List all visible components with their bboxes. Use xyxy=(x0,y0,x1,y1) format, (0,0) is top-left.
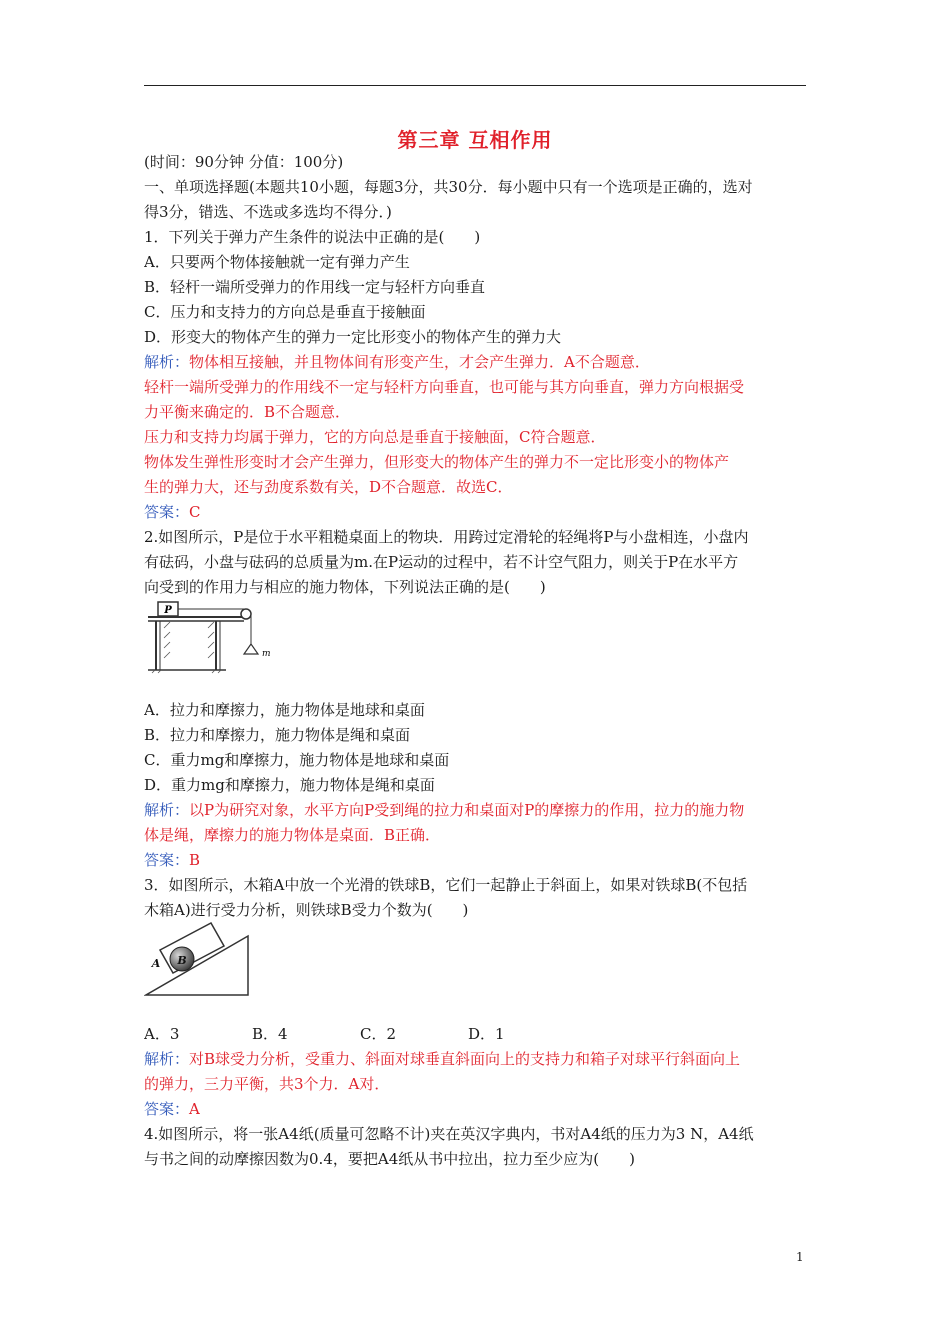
q3-stem-line-2: 木箱A)进行受力分析，则铁球B受力个数为( ) xyxy=(144,901,469,919)
q1-analysis-line-1: 解析：物体相互接触，并且物体间有形变产生，才会产生弹力．A不合题意． xyxy=(144,353,650,371)
block-p-label: P xyxy=(164,605,172,616)
q1-analysis-line-2: 轻杆一端所受弹力的作用线不一定与轻杆方向垂直，也可能与其方向垂直，弹力方向根据受 xyxy=(144,378,745,396)
q2-option-d: D．重力mg和摩擦力，施力物体是绳和桌面 xyxy=(144,776,435,794)
q2-option-c: C．重力mg和摩擦力，施力物体是地球和桌面 xyxy=(144,751,450,769)
q2-answer: 答案：B xyxy=(144,851,201,869)
q2-stem-line-3: 向受到的作用力与相应的施力物体，下列说法正确的是( ) xyxy=(144,578,546,596)
q2-analysis-line-1: 解析：以P为研究对象，水平方向P受到绳的拉力和桌面对P的摩擦力的作用，拉力的施力物 xyxy=(144,801,745,819)
q1-analysis-line-5: 物体发生弹性形变时才会产生弹力，但形变大的物体产生的弹力不一定比形变小的物体产 xyxy=(144,453,730,471)
header-rule xyxy=(144,85,806,86)
q3-analysis-line-2: 的弹力，三力平衡，共3个力．A对． xyxy=(144,1075,390,1093)
q1-option-d: D．形变大的物体产生的弹力一定比形变小的物体产生的弹力大 xyxy=(144,328,562,346)
q3-analysis-line-1: 解析：对B球受力分析，受重力、斜面对球垂直斜面向上的支持力和箱子对球平行斜面向上 xyxy=(144,1050,741,1068)
pulley-icon xyxy=(241,609,251,619)
analysis-label: 解析： xyxy=(144,801,190,819)
analysis-label: 解析： xyxy=(144,1050,190,1068)
q3-option-b: B．4 xyxy=(252,1025,288,1043)
q1-analysis-line-6: 生的弹力大，还与劲度系数有关，D不合题意．故选C． xyxy=(144,478,513,496)
q4-stem-line-1: 4.如图所示，将一张A4纸(质量可忽略不计)夹在英汉字典内，书对A4纸的压力为3 N，A4纸 xyxy=(144,1125,754,1143)
section-heading-line-2: 得3分，错选、不选或多选均不得分．) xyxy=(144,203,392,221)
section-heading-line-1: 一、单项选择题(本题共10小题，每题3分，共30分．每小题中只有一个选项是正确的，选对 xyxy=(144,178,753,196)
q3-options xyxy=(144,1024,808,1044)
q2-option-a: A．拉力和摩擦力，施力物体是地球和桌面 xyxy=(144,701,425,719)
q2-pulley-figure xyxy=(144,598,276,674)
q4-stem-line-2: 与书之间的动摩擦因数为0.4，要把A4纸从书中拉出，拉力至少应为( ) xyxy=(144,1150,635,1168)
answer-label: 答案： xyxy=(144,1100,190,1118)
q2-stem-line-2: 有砝码，小盘与砝码的总质量为m.在P运动的过程中，若不计空气阻力，则关于P在水平方 xyxy=(144,553,739,571)
box-a-label: A xyxy=(151,957,161,970)
q1-option-c: C．压力和支持力的方向总是垂直于接触面 xyxy=(144,303,426,321)
q1-option-a: A．只要两个物体接触就一定有弹力产生 xyxy=(144,253,410,271)
chapter-title: 第三章 互相作用 xyxy=(397,128,553,152)
q1-answer: 答案：C xyxy=(144,503,201,521)
q1-analysis-line-4: 压力和支持力均属于弹力，它的方向总是垂直于接触面，C符合题意． xyxy=(144,428,606,446)
q1-stem: 1．下列关于弹力产生条件的说法中正确的是( ) xyxy=(144,228,481,246)
q1-option-b: B．轻杆一端所受弹力的作用线一定与轻杆方向垂直 xyxy=(144,278,486,296)
q3-option-c: C．2 xyxy=(360,1025,397,1043)
q2-stem-line-1: 2.如图所示，P是位于水平粗糙桌面上的物块．用跨过定滑轮的轻绳将P与小盘相连，小盘内 xyxy=(144,528,749,546)
analysis-label: 解析： xyxy=(144,353,190,371)
q1-analysis-line-3: 力平衡来确定的．B不合题意． xyxy=(144,403,351,421)
answer-label: 答案： xyxy=(144,851,190,869)
q3-answer: 答案：A xyxy=(144,1100,200,1118)
page-number: 1 xyxy=(796,1250,804,1264)
mass-label: m xyxy=(262,649,271,659)
q3-option-a: A．3 xyxy=(144,1025,180,1043)
q2-option-b: B．拉力和摩擦力，施力物体是绳和桌面 xyxy=(144,726,411,744)
exam-meta: (时间：90分钟 分值：100分) xyxy=(144,153,344,171)
q3-incline-figure xyxy=(144,920,252,998)
pan-icon xyxy=(244,644,258,654)
answer-label: 答案： xyxy=(144,503,190,521)
q3-option-d: D．1 xyxy=(468,1025,505,1043)
q2-analysis-line-2: 体是绳，摩擦力的施力物体是桌面．B正确． xyxy=(144,826,441,844)
ball-b-label: B xyxy=(177,954,187,967)
q3-stem-line-1: 3．如图所示，木箱A中放一个光滑的铁球B，它们一起静止于斜面上，如果对铁球B(不包括 xyxy=(144,876,748,894)
